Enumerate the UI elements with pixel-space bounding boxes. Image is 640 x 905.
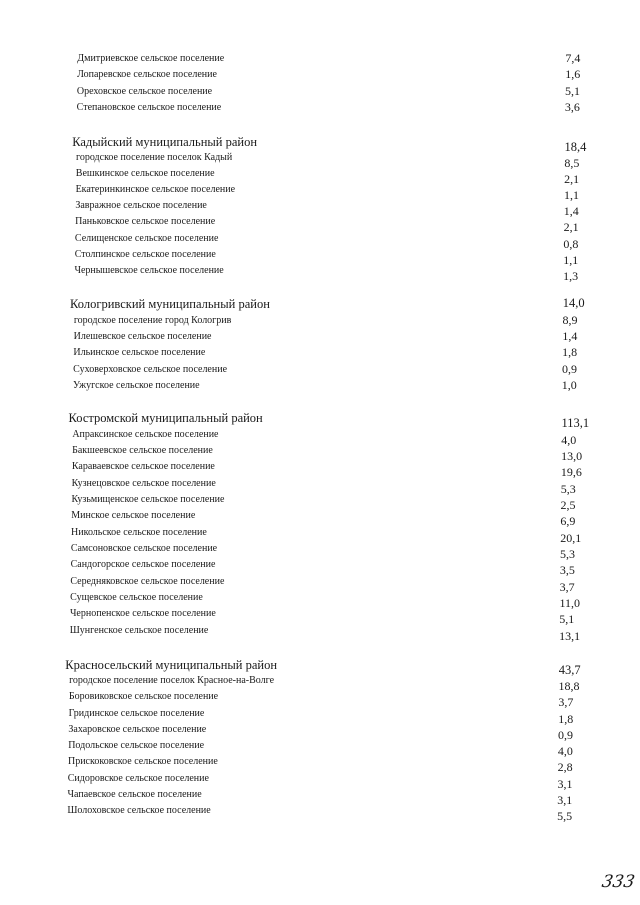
settlement-value: 1,6 <box>565 67 581 81</box>
settlement-value: 3,6 <box>564 100 580 114</box>
settlement-value: 1,1 <box>563 253 579 267</box>
settlement-row <box>0 739 640 758</box>
settlement-name: Прискоковское сельское поселение <box>67 756 218 767</box>
settlement-name: Илешевское сельское поселение <box>73 331 212 342</box>
settlement-row <box>0 607 640 626</box>
settlement-name: Паньковское сельское поселение <box>75 216 216 227</box>
settlement-name: Апраксинское сельское поселение <box>72 429 219 440</box>
settlement-name: Самсоновское сельское поселение <box>70 543 218 554</box>
settlement-row <box>0 85 640 101</box>
settlement-value: 4,0 <box>557 744 573 758</box>
settlement-name: Кузьмищенское сельское поселение <box>71 494 225 505</box>
settlement-value: 0,9 <box>558 728 573 742</box>
settlement-row <box>0 363 640 379</box>
settlement-value: 1,8 <box>562 345 578 359</box>
page-number: 333 <box>600 872 637 892</box>
settlement-name: Боровиковское сельское поселение <box>68 691 219 702</box>
settlement-value: 4,0 <box>561 433 577 447</box>
settlement-row <box>0 264 640 283</box>
settlement-value: 3,1 <box>557 777 573 791</box>
district-name: Красносельский муниципальный район <box>65 658 278 672</box>
settlement-value: 1,3 <box>563 269 579 283</box>
settlement-row <box>0 575 640 594</box>
settlement-value: 3,7 <box>558 695 574 709</box>
settlement-value: 11,0 <box>559 596 581 610</box>
settlement-value: 13,1 <box>559 629 581 643</box>
settlement-row <box>0 526 640 545</box>
settlement-value: 1,4 <box>563 204 579 218</box>
settlement-name: Ореховское сельское поселение <box>76 86 213 97</box>
settlement-row <box>0 68 640 84</box>
settlement-value: 1,8 <box>558 712 574 726</box>
settlement-value: 5,1 <box>565 84 581 98</box>
district-row <box>0 297 640 313</box>
settlement-row <box>0 248 640 267</box>
settlement-row <box>0 477 640 496</box>
settlement-name: Караваевское сельское поселение <box>71 461 215 472</box>
district-name: Кологривский муниципальный район <box>70 297 270 311</box>
settlement-name: Минское сельское поселение <box>71 510 196 521</box>
settlement-value: 2,5 <box>560 498 576 512</box>
settlement-row <box>0 199 640 218</box>
settlement-name: Шунгенское сельское поселение <box>69 625 209 636</box>
settlement-row <box>0 624 640 643</box>
settlement-name: Сидоровское сельское поселение <box>67 773 209 784</box>
settlement-name: Екатеринкинское сельское поселение <box>75 184 236 195</box>
settlement-value: 20,1 <box>560 531 582 545</box>
settlement-name: Ильинское сельское поселение <box>73 347 206 358</box>
settlement-row <box>0 101 640 117</box>
settlement-row <box>0 591 640 610</box>
settlement-value: 1,0 <box>561 378 577 392</box>
settlement-name: Лопаревское сельское поселение <box>77 69 217 80</box>
settlement-value: 3,7 <box>559 580 575 594</box>
district-row <box>0 658 640 677</box>
settlement-value: 0,9 <box>561 362 577 376</box>
district-row <box>0 411 640 430</box>
settlement-row <box>0 330 640 346</box>
settlement-name: Завражное сельское поселение <box>75 200 207 211</box>
settlement-name: Селищенское сельское поселение <box>74 233 219 244</box>
settlement-row <box>0 314 640 330</box>
settlement-value: 2,1 <box>563 220 579 234</box>
settlement-name: Чернопенское сельское поселение <box>69 608 216 619</box>
settlement-name: Вешкинское сельское поселение <box>75 168 215 179</box>
district-name: Костромской муниципальный район <box>68 411 263 425</box>
settlement-name: Сандогорское сельское поселение <box>70 559 216 570</box>
settlement-row <box>0 428 640 447</box>
settlement-value: 19,6 <box>560 465 582 479</box>
settlement-value: 13,0 <box>561 449 583 463</box>
settlement-name: Ужугское сельское поселение <box>72 380 200 391</box>
district-name: Кадыйский муниципальный район <box>72 135 258 149</box>
settlement-name: Дмитриевское сельское поселение <box>77 53 225 64</box>
settlement-value: 8,9 <box>562 313 578 327</box>
settlement-name: Сущевское сельское поселение <box>70 592 203 603</box>
settlement-value: 2,8 <box>557 760 573 774</box>
district-value: 18,4 <box>564 140 587 154</box>
settlement-name: Столпинское сельское поселение <box>74 249 216 260</box>
settlement-row <box>0 151 640 170</box>
settlement-value: 1,4 <box>562 329 578 343</box>
settlement-row <box>0 52 640 68</box>
settlement-row <box>0 444 640 463</box>
settlement-value: 5,3 <box>560 547 575 561</box>
district-value: 113,1 <box>561 416 590 430</box>
settlement-name: городское поселение поселок Красное-на-Волге <box>69 675 275 686</box>
settlement-row <box>0 772 640 791</box>
settlement-name: городское поселение город Кологрив <box>73 315 232 326</box>
settlement-name: Середняковское сельское поселение <box>70 576 225 587</box>
settlement-row <box>0 215 640 234</box>
settlement-name: Бакшеевское сельское поселение <box>72 445 213 456</box>
settlement-value: 2,1 <box>564 172 580 186</box>
district-value: 14,0 <box>562 296 585 310</box>
settlement-value: 1,1 <box>563 188 579 202</box>
settlement-row <box>0 558 640 577</box>
settlement-row <box>0 493 640 512</box>
settlement-row <box>0 723 640 742</box>
settlement-value: 0,8 <box>563 237 579 251</box>
settlement-row <box>0 509 640 528</box>
settlement-row <box>0 804 640 823</box>
settlement-name: Степановское сельское поселение <box>76 102 222 113</box>
settlement-name: Чапаевское сельское поселение <box>67 789 202 800</box>
settlement-name: Чернышевское сельское поселение <box>74 265 224 276</box>
settlement-name: Шолоховское сельское поселение <box>67 805 211 816</box>
settlement-value: 6,9 <box>560 514 576 528</box>
settlement-value: 18,8 <box>558 679 580 693</box>
settlement-name: Гридинское сельское поселение <box>68 708 205 719</box>
settlement-value: 5,3 <box>560 482 576 496</box>
settlement-row <box>0 788 640 807</box>
settlement-row <box>0 232 640 251</box>
settlement-value: 5,1 <box>559 612 575 626</box>
settlement-value: 5,5 <box>557 809 573 823</box>
district-row <box>0 135 640 154</box>
settlement-row <box>0 707 640 726</box>
settlement-row <box>0 690 640 709</box>
settlement-value: 8,5 <box>564 156 580 170</box>
settlement-row <box>0 755 640 774</box>
settlement-row <box>0 183 640 202</box>
settlement-value: 3,5 <box>559 563 575 577</box>
settlement-value: 3,1 <box>557 793 573 807</box>
settlement-name: городское поселение поселок Кадый <box>75 152 233 163</box>
settlement-name: Подольское сельское поселение <box>68 740 205 751</box>
settlement-row <box>0 674 640 693</box>
settlement-row <box>0 346 640 362</box>
settlement-name: Захаровское сельское поселение <box>68 724 207 735</box>
settlement-name: Суховерховское сельское поселение <box>73 364 228 375</box>
settlement-row <box>0 167 640 186</box>
settlement-row <box>0 542 640 561</box>
settlement-name: Никольское сельское поселение <box>71 527 207 538</box>
settlement-row <box>0 379 640 395</box>
district-value: 43,7 <box>558 663 581 677</box>
settlement-value: 7,4 <box>565 51 581 65</box>
settlement-name: Кузнецовское сельское поселение <box>71 478 216 489</box>
settlement-row <box>0 460 640 479</box>
